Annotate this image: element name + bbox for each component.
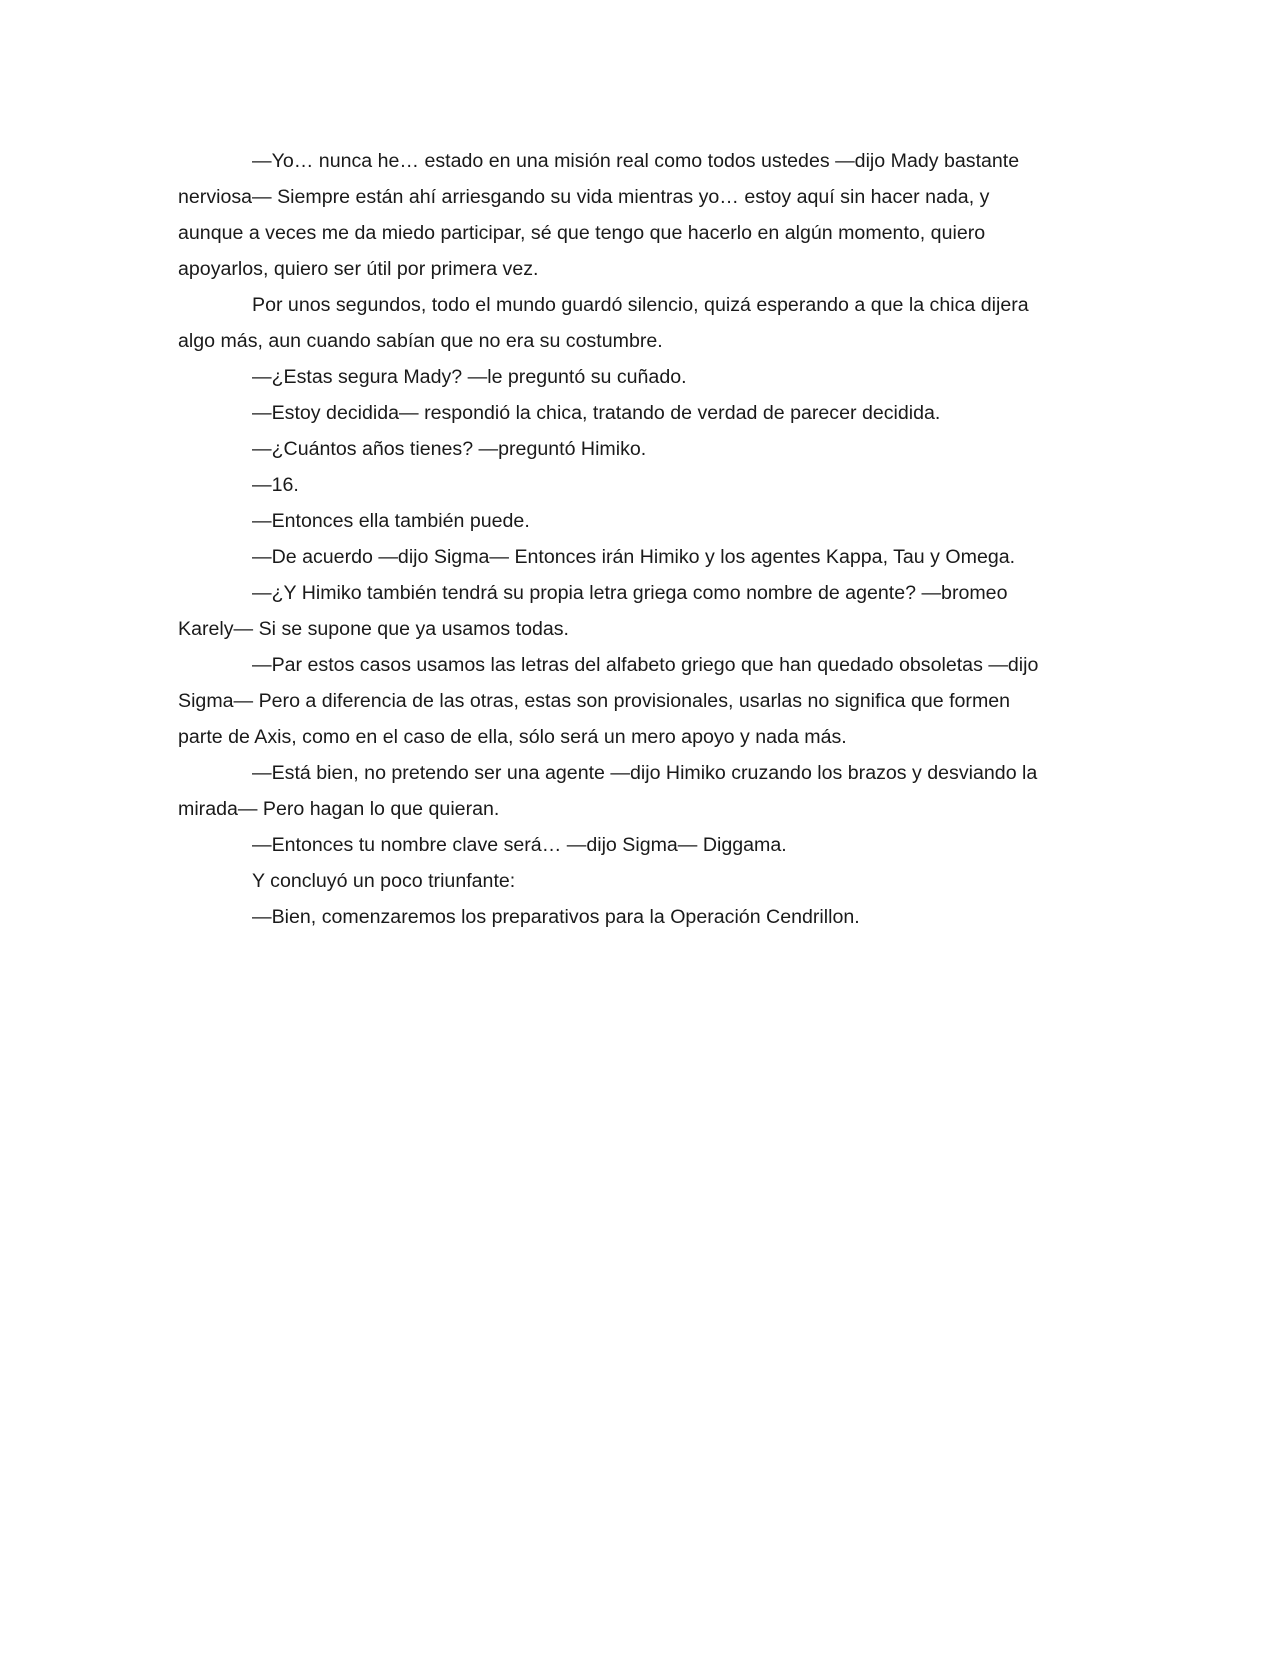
paragraph (178, 359, 1083, 395)
paragraph (178, 575, 1083, 647)
text-line: nerviosa— Siempre están ahí arriesgando su vida mientras yo… estoy aquí sin hacer nada, y (178, 186, 990, 208)
text-line: —Entonces tu nombre clave será… —dijo Sigma— Diggama. (252, 834, 787, 856)
paragraph (178, 395, 1083, 431)
text-line: Por unos segundos, todo el mundo guardó silencio, quizá esperando a que la chica dijera (252, 294, 1029, 316)
text-line: —Está bien, no pretendo ser una agente —dijo Himiko cruzando los brazos y desviando la (252, 762, 1038, 784)
paragraph (178, 503, 1083, 539)
paragraph (178, 467, 1083, 503)
text-line: Y concluyó un poco triunfante: (252, 870, 516, 892)
text-line: —Estoy decidida— respondió la chica, tratando de verdad de parecer decidida. (252, 402, 941, 424)
text-line: —¿Y Himiko también tendrá su propia letra griega como nombre de agente? —bromeo (252, 582, 1008, 604)
text-line: algo más, aun cuando sabían que no era su costumbre. (178, 330, 663, 352)
text-line: —Entonces ella también puede. (252, 510, 530, 532)
paragraph (178, 539, 1083, 575)
paragraph (178, 287, 1083, 359)
paragraph (178, 143, 1083, 287)
paragraph (178, 899, 1083, 935)
paragraph (178, 755, 1083, 827)
paragraph (178, 827, 1083, 863)
text-line: —Yo… nunca he… estado en una misión real como todos ustedes —dijo Mady bastante (252, 150, 1020, 172)
text-line: —16. (252, 474, 299, 496)
paragraph (178, 863, 1083, 899)
text-line: —Bien, comenzaremos los preparativos para la Operación Cendrillon. (252, 906, 860, 928)
paragraph (178, 431, 1083, 467)
text-line: mirada— Pero hagan lo que quieran. (178, 798, 500, 820)
text-line: Sigma— Pero a diferencia de las otras, estas son provisionales, usarlas no significa que formen (178, 690, 1011, 712)
text-line: apoyarlos, quiero ser útil por primera vez. (178, 258, 539, 280)
text-line: aunque a veces me da miedo participar, sé que tengo que hacerlo en algún momento, quiero (178, 222, 986, 244)
paragraph (178, 647, 1083, 755)
text-line: —Par estos casos usamos las letras del alfabeto griego que han quedado obsoletas —dijo (252, 654, 1039, 676)
text-line: —¿Cuántos años tienes? —preguntó Himiko. (252, 438, 647, 460)
document-text-body (178, 143, 1083, 935)
text-line: —De acuerdo —dijo Sigma— Entonces irán Himiko y los agentes Kappa, Tau y Omega. (252, 546, 1016, 568)
text-line: Karely— Si se supone que ya usamos todas. (178, 618, 570, 640)
text-line: —¿Estas segura Mady? —le preguntó su cuñado. (252, 366, 687, 388)
text-line: parte de Axis, como en el caso de ella, sólo será un mero apoyo y nada más. (178, 726, 847, 748)
